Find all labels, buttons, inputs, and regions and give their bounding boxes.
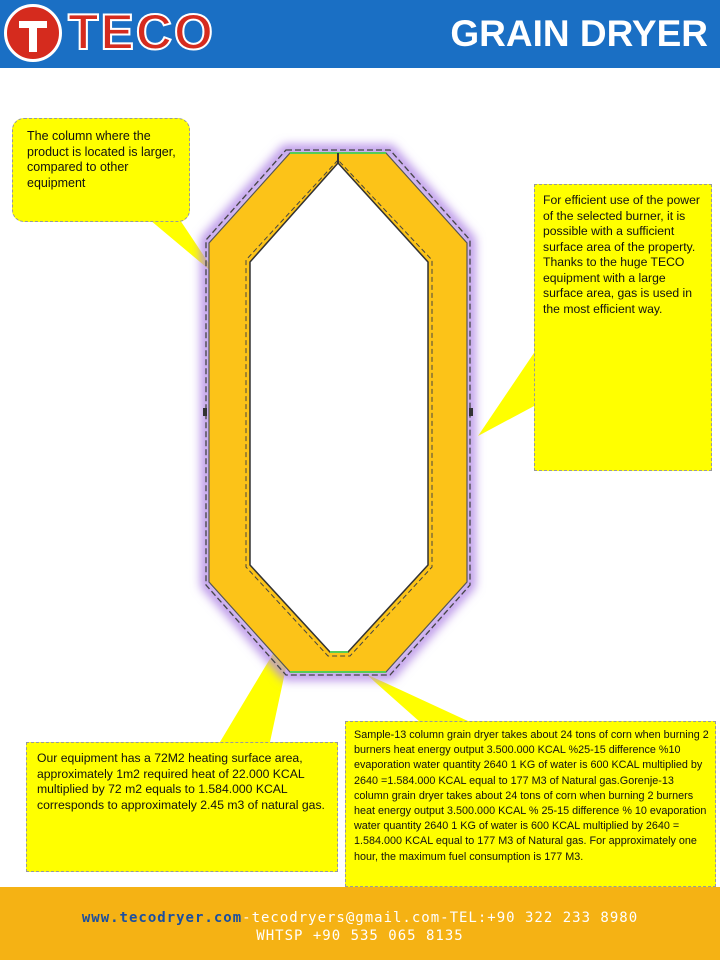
- callout-column-size: The column where the product is located is larger, compared to other equipment: [12, 118, 190, 222]
- teco-logo-icon: [4, 4, 62, 62]
- whatsapp-text: WHTSP +90 535 065 8135: [256, 928, 464, 944]
- footer-bar: [0, 887, 720, 960]
- callout-tail-sample: [366, 674, 470, 722]
- footer-contact-line: [0, 909, 720, 927]
- side-bolt-right: [469, 408, 473, 416]
- inner-chamber: [250, 163, 428, 652]
- contact-text: -tecodryers@gmail.com-TEL:+90 322 233 8980: [242, 910, 639, 926]
- page-title: GRAIN DRYER: [450, 13, 708, 54]
- callout-sample-calculation: Sample-13 column grain dryer takes about 24 tons of corn when burning 2 burners heat energy output 3.500.000 KCAL %25-15 difference %10 evaporation water quantity 2640 1 KG of water is 600 KCAL multiplied by 2640 =1.584.000 KCAL equal to 177 M3 of Natural gas.Gorenje-13 column grain dryer takes about 24 tons of corn when burning 2 burners heat energy output 3.500.000 KCAL % 25-15 difference % 10 evaporation water quantity 2640 1 KG of water is 600 KCAL multiplied by 2640 = 1.584.000 KCAL equal to 177 M3 of Natural gas. For approximately one hour, the maximum fuel consumption is 177 M3.: [345, 721, 716, 887]
- callout-tail-surface: [478, 350, 536, 436]
- callout-surface-area: For efficient use of the power of the selected burner, it is possible with a sufficient surface area of the property. Thanks to the huge TECO equipment with a large surface area, gas is used in the most efficient way.: [534, 184, 712, 471]
- callout-heating-surface: Our equipment has a 72M2 heating surface area, approximately 1m2 required heat of 22.000 KCAL multiplied by 72 m2 equals to 1.584.000 KCAL corresponds to approximately 2.45 m3 of natural gas.: [26, 742, 338, 872]
- logo-text: TECO: [68, 4, 215, 60]
- header-bar: [0, 0, 720, 68]
- website-link[interactable]: www.tecodryer.com: [81, 910, 243, 926]
- side-bolt-left: [203, 408, 207, 416]
